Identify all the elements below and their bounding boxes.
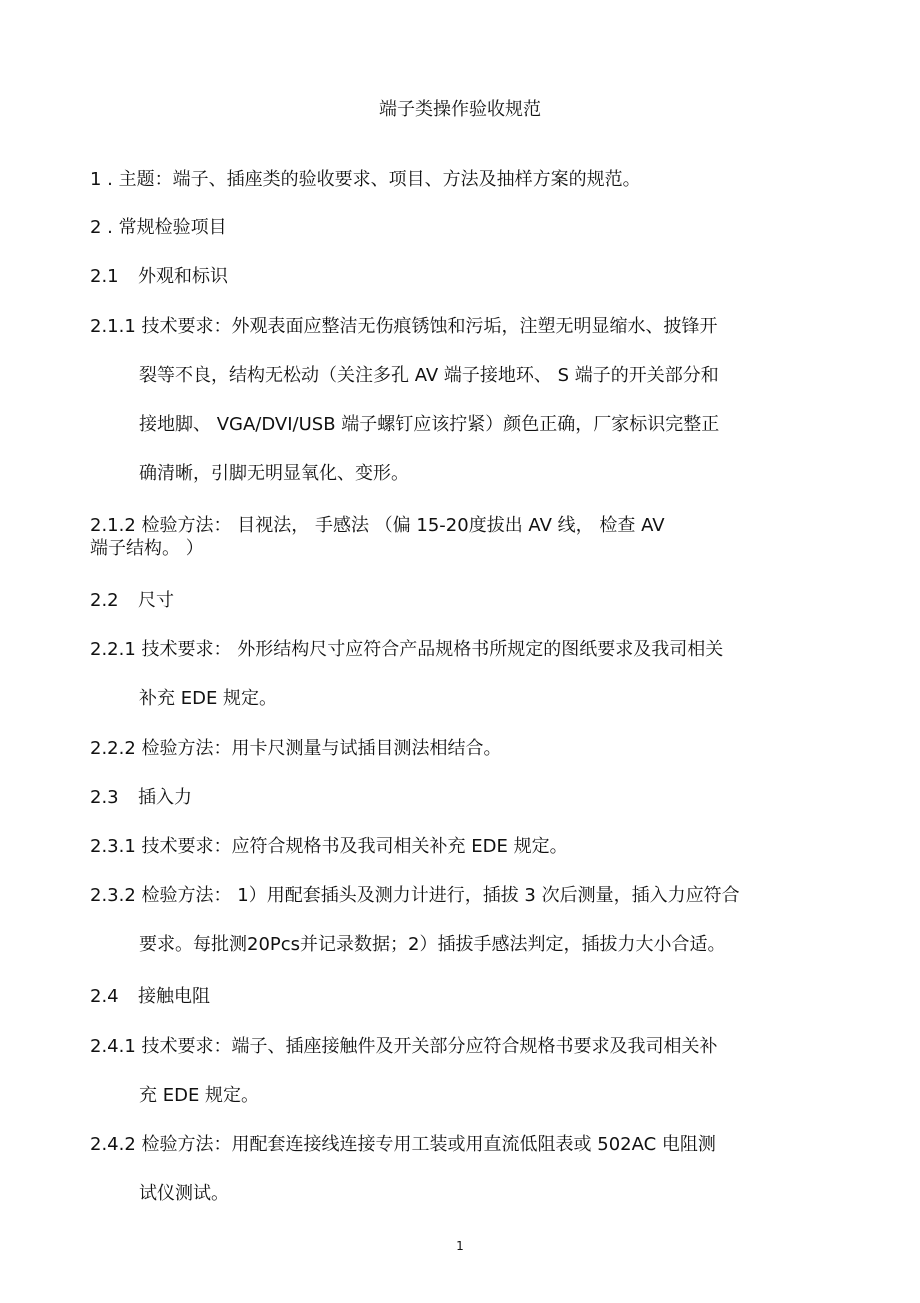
section-number: 2.1 [90, 266, 119, 287]
section-1-subject: 1 . 主题：端子、插座类的验收要求、项目、方法及抽样方案的规范。 [90, 169, 641, 190]
document-title: 端子类操作验收规范 [379, 99, 541, 120]
paragraph-2-3-2-line-2: 要求。每批测20Pcs并记录数据；2）插拔手感法判定，插拔力大小合适。 [139, 934, 726, 955]
paragraph-2-4-2-line-2: 试仪测试。 [139, 1183, 229, 1204]
paragraph-2-2-2: 2.2.2 检验方法：用卡尺测量与试插目测法相结合。 [90, 738, 502, 759]
paragraph-2-1-1-line-4: 确清晰，引脚无明显氧化、变形。 [139, 463, 409, 484]
paragraph-2-3-1: 2.3.1 技术要求：应符合规格书及我司相关补充 EDE 规定。 [90, 836, 568, 857]
paragraph-2-1-1-line-3: 接地脚、 VGA/DVI/USB 端子螺钉应该拧紧）颜色正确，厂家标识完整正 [139, 414, 720, 435]
section-2-1-heading [90, 263, 830, 291]
page-number: 1 [456, 1239, 464, 1253]
section-2-4-heading [90, 983, 830, 1011]
section-title: 插入力 [138, 787, 192, 808]
section-number: 2.4 [90, 986, 119, 1007]
paragraph-2-1-2-line-2: 端子结构。 ） [90, 538, 204, 559]
section-title: 接触电阻 [138, 986, 210, 1007]
section-2-2-heading [90, 587, 830, 615]
section-2-heading: 2 . 常规检验项目 [90, 217, 227, 238]
paragraph-2-1-1-line-1: 2.1.1 技术要求：外观表面应整洁无伤痕锈蚀和污垢，注塑无明显缩水、披锋开 [90, 316, 718, 337]
paragraph-2-1-1-line-2: 裂等不良，结构无松动（关注多孔 AV 端子接地环、 S 端子的开关部分和 [139, 365, 719, 386]
paragraph-2-4-1-line-1: 2.4.1 技术要求：端子、插座接触件及开关部分应符合规格书要求及我司相关补 [90, 1036, 718, 1057]
paragraph-2-4-1-line-2: 充 EDE 规定。 [139, 1085, 260, 1106]
paragraph-2-1-2-line-1: 2.1.2 检验方法： 目视法， 手感法 （偏 15-20度拔出 AV 线， 检查 AV [90, 515, 665, 536]
section-number: 2.2 [90, 590, 119, 611]
section-number: 2.3 [90, 787, 119, 808]
paragraph-2-3-2-line-1: 2.3.2 检验方法： 1）用配套插头及测力计进行，插拔 3 次后测量，插入力应符合 [90, 885, 740, 906]
paragraph-2-2-1-line-2: 补充 EDE 规定。 [139, 688, 278, 709]
paragraph-2-4-2-line-1: 2.4.2 检验方法：用配套连接线连接专用工装或用直流低阻表或 502AC 电阻测 [90, 1134, 716, 1155]
section-2-3-heading [90, 784, 830, 812]
paragraph-2-2-1-line-1: 2.2.1 技术要求： 外形结构尺寸应符合产品规格书所规定的图纸要求及我司相关 [90, 639, 724, 660]
section-title: 尺寸 [138, 590, 174, 611]
section-title: 外观和标识 [138, 266, 228, 287]
